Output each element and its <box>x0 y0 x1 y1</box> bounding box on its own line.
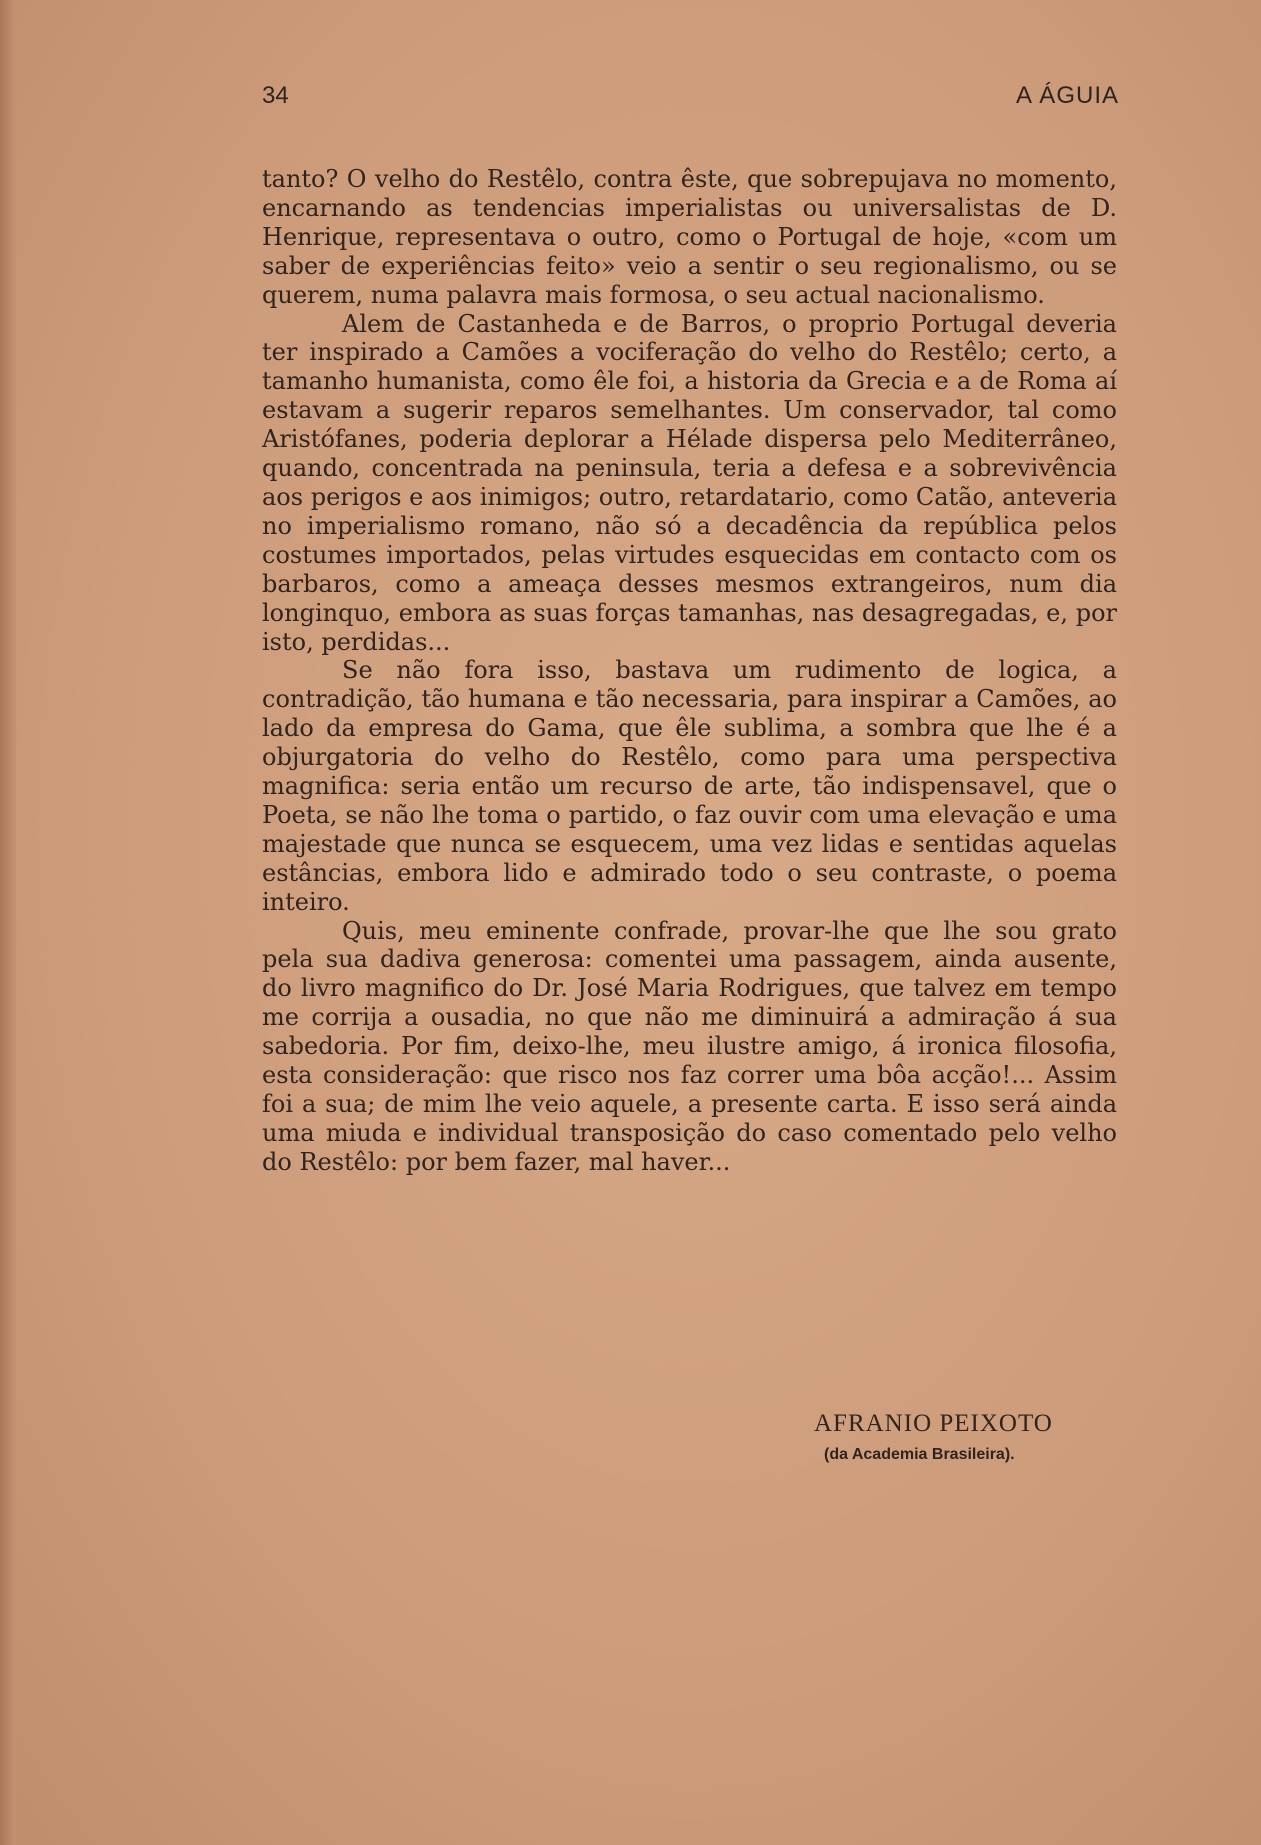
signature-block <box>814 1410 1053 1464</box>
body-text <box>262 165 1117 1177</box>
running-title: A ÁGUIA <box>1015 82 1119 109</box>
paragraph: tanto? O velho do Restêlo, contra êste, que sobrepujava no momento, encarnando as tendencias imperialistas ou universalistas de D. Henrique, representava o outro, como o Portugal de hoje, «com um saber de experiências feito» veio a sentir o seu regionalismo, ou se querem, numa palavra mais formosa, o seu actual nacionalismo. <box>262 165 1117 309</box>
page-number: 34 <box>262 82 289 109</box>
author-name: AFRANIO PEIXOTO <box>814 1410 1053 1437</box>
paragraph: Alem de Castanheda e de Barros, o proprio Portugal deveria ter inspirado a Camões a vociferação do velho do Restêlo; certo, a tamanho humanista, como êle foi, a historia da Grecia e a de Roma aí estavam a sugerir reparos semelhantes. Um conservador, tal como Aristófanes, poderia deplorar a Hélade dispersa pelo Mediterrâneo, quando, concentrada na peninsula, teria a defesa e a sobrevivência aos perigos e aos inimigos; outro, retardatario, como Catão, anteveria no imperialismo romano, não só a decadência da república pelos costumes importados, pelas virtudes esquecidas em contacto com os barbaros, como a ameaça desses mesmos extrangeiros, num dia longinquo, embora as suas forças tamanhas, nas desagregadas, e, por isto, perdidas... <box>262 309 1117 656</box>
paragraph: Quis, meu eminente confrade, provar-lhe que lhe sou grato pela sua dadiva generosa: comentei uma passagem, ainda ausente, do livro magnifico do Dr. José Maria Rodrigues, que talvez em tempo me corrija a ousadia, no que não me diminuirá a admiração á sua sabedoria. Por fim, deixo-lhe, meu ilustre amigo, á ironica filosofia, esta consideração: que risco nos faz correr uma bôa acção!... Assim foi a sua; de mim lhe veio aquele, a presente carta. E isso será ainda uma miuda e individual transposição do caso comentado pelo velho do Restêlo: por bem fazer, mal haver... <box>262 916 1117 1176</box>
page-header <box>262 82 1119 116</box>
page-binding-edge <box>0 0 16 1845</box>
paragraph: Se não fora isso, bastava um rudimento de logica, a contradição, tão humana e tão necessaria, para inspirar a Camões, ao lado da empresa do Gama, que êle sublima, a sombra que lhe é a objurgatoria do velho do Restêlo, como para uma perspectiva magnifica: seria então um recurso de arte, tão indispensavel, que o Poeta, se não lhe toma o partido, o faz ouvir com uma elevação e uma majestade que nunca se esquecem, uma vez lidas e sentidas aquelas estâncias, embora lido e admirado todo o seu contraste, o poema inteiro. <box>262 656 1117 916</box>
author-affiliation: (da Academia Brasileira). <box>824 1446 1015 1463</box>
